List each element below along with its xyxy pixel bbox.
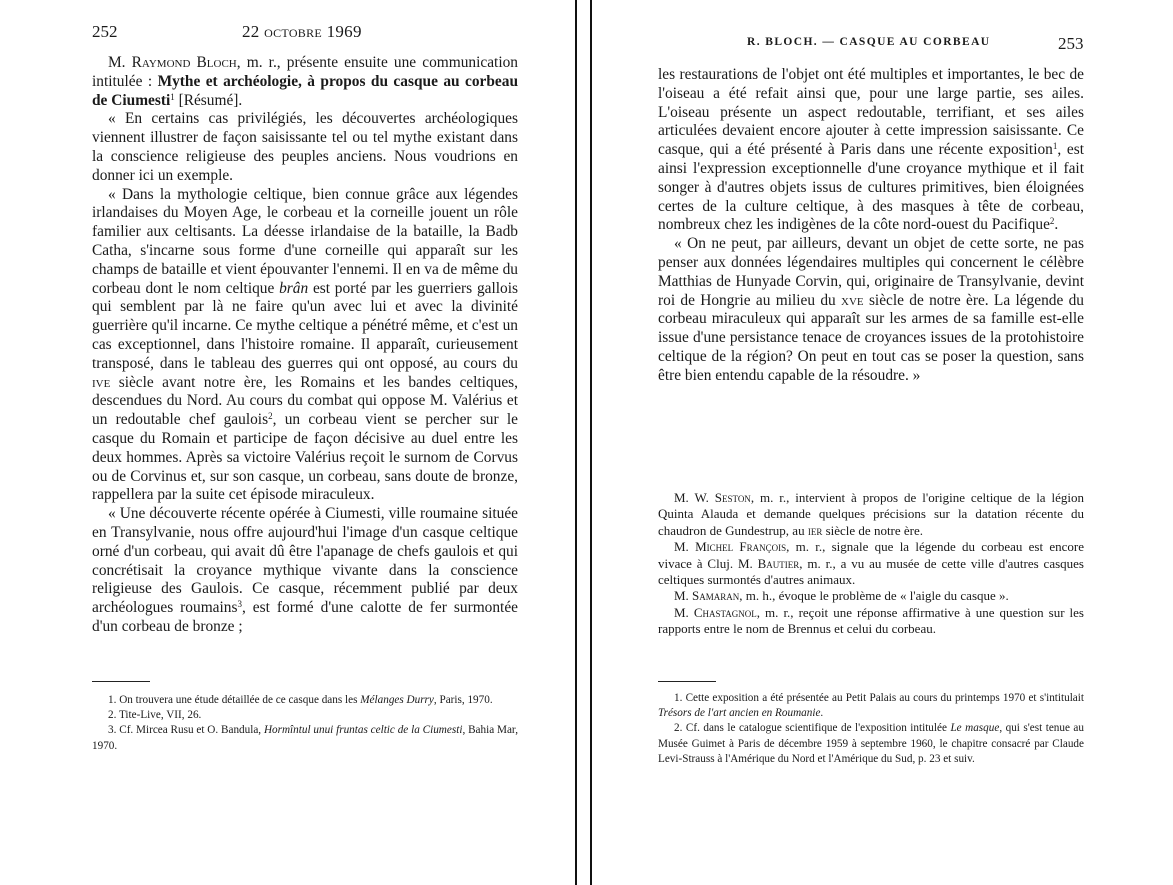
discussion-item: M. W. Seston, m. r., intervient à propos de l'origine celtique de la légion Quinta Alauda et demande quelques précisions sur la datation récente du chaudron de Gundestrup, au ier siècle de notre ère. [658, 490, 1084, 538]
footnote: 2. Tite-Live, VII, 26. [108, 709, 202, 722]
footnote-mark: 2 [1049, 216, 1055, 227]
paragraph: « Une découverte récente opérée à Ciumesti, ville roumaine située en Transylvanie, nous offre aujourd'hui l'image d'un casque celtique orné d'un corbeau, qui avait dû être l'apanage de chefs gaulois et qui concrétisait la croyance mythique vivante dans la conscience religieuse des Gaulois. Ce casque, récemment publié par deux archéologues roumains$^3$, est formé d'une calotte de fer surmontée d'un corbeau de bronze ; [92, 505, 518, 635]
page-number: 252 [92, 22, 118, 41]
book-gutter [575, 0, 592, 885]
footnotes [92, 693, 518, 754]
footnote-rule [658, 681, 716, 682]
footnote-rule [92, 681, 150, 682]
discussion [658, 490, 1084, 638]
paragraph: « En certains cas privilégiés, les découvertes archéologiques viennent illustrer de façon saisissante tel ou tel mythe existant dans la conscience religieuse des peuples anciens. Nous voudrions en donner ici un exemple. [92, 110, 518, 184]
footnote-mark: 2 [268, 411, 273, 422]
footnotes [658, 691, 1084, 767]
right-page [592, 0, 1173, 885]
footnote: 2. Cf. dans le catalogue scientifique de l'exposition intitulée Le masque, qui s'est tenue au Musée Guimet à Paris de décembre 1959 à septembre 1960, le chapitre consacré par Claude Levi-Strauss à l'Amérique du Nord et l'Amérique du Sud, p. 23 et suiv. [658, 722, 1084, 765]
footnote-mark: 1 [1052, 141, 1058, 152]
footnote-mark: 1 [170, 91, 175, 102]
page-body [658, 66, 1084, 386]
page-body [92, 54, 518, 637]
paragraph: les restaurations de l'objet ont été multiples et importantes, le bec de l'oiseau a été refait ainsi que, pour une large partie, ses ailes. L'oiseau présente un aspect redoutable, terrifiant, et ses ailes articulées devaient encore ajouter à cette impression saisissante. Ce casque, qui a été présenté à Paris dans une récente exposition$^1$, est ainsi l'expression exceptionnelle d'une croyance mythique et il fait songer à d'autres objets issus de cultures primitives, bien éloignées certes de la culture celtique, à des masques à tête de corbeau, nombreux chez les indigènes de la côte nord-ouest du Pacifique$^2$. [658, 66, 1085, 234]
discussion-item: M. Michel François, m. r., signale que la légende du corbeau est encore vivace à Cluj. M. Bautier, m. r., a vu au musée de cette ville d'autres casques celtiques surmontés d'autres animaux. [658, 539, 1084, 588]
paragraph: « On ne peut, par ailleurs, devant un objet de cette sorte, ne pas penser aux données légendaires multiples qui concernent le célèbre Matthias de Hunyade Corvin, qui, originaire de Transylvanie, devint roi de Hongrie au milieu du xve siècle de notre ère. La légende du corbeau miraculeux qui apparaît sur les armes de sa famille est-elle issue d'une persistance tenace de croyances issues de la protohistoire celtique de la région? On peut en tout cas se poser la question, sans être bien entendu capable de la résoudre. » [658, 235, 1084, 384]
communication-title: Mythe et archéologie, à propos du casque au corbeau de Ciumesti [92, 72, 519, 109]
running-head: 22 octobre 1969 [242, 22, 362, 41]
running-head: R. BLOCH. — CASQUE AU CORBEAU [747, 36, 991, 48]
footnote: 1. Cette exposition a été présentée au Petit Palais au cours du printemps 1970 et s'intitulait Trésors de l'art ancien en Roumanie. [658, 692, 1084, 720]
intro-paragraph: M. Raymond Bloch, m. r., présente ensuite une communication intitulée : Mythe et archéologie, à propos du casque au corbeau de Ciumesti$^1$ [Résumé]. [92, 54, 519, 109]
footnote: 1. On trouvera une étude détaillée de ce casque dans les Mélanges Durry, Paris, 1970. [108, 694, 493, 706]
speaker-name: M. Raymond Bloch [108, 54, 237, 71]
paragraph: « Dans la mythologie celtique, bien connue grâce aux légendes irlandaises du Moyen Age, le corbeau et la corneille jouent un rôle familier aux celtisants. La déesse irlandaise de la bataille, la Badb Catha, s'incarne sous forme d'une corneille qui apparaît sur les champs de bataille et vient épouvanter l'ennemi. Il en va de même du corbeau dont le nom celtique brân est porté par les guerriers gallois qui semblent par là ne faire qu'un avec lui et avec la divinité guerrière qu'il incarne. Ce mythe celtique a pénétré même, et c'est un cas exceptionnel, dans l'histoire romaine. Il apparaît, curieusement transposé, dans le tableau des guerres qui ont opposé, au cours du ive siècle avant notre ère, les Romains et les bandes celtiques, descendues du Nord. Au cours du combat qui oppose M. Valérius et un redoutable chef gaulois$^2$, un corbeau vient se percher sur le casque du Romain et participe de façon décisive au duel entre les deux hommes. Après sa victoire Valérius reçoit le surnom de Corvus ou de Corvinus et, sur son casque, un corbeau, sans doute de bronze, rappellera par la suite cet épisode miraculeux. [92, 185, 518, 504]
left-page [0, 0, 575, 885]
discussion-item: M. Samaran, m. h., évoque le problème de « l'aigle du casque ». [674, 588, 1009, 604]
footnote-mark: 3 [237, 599, 242, 610]
discussion-item: M. Chastagnol, m. r., reçoit une réponse affirmative à une question sur les rapports entre le nom de Brennus et celui du corbeau. [658, 604, 1084, 637]
page-number: 253 [1058, 34, 1084, 53]
footnote: 3. Cf. Mircea Rusu et O. Bandula, Hormîntul unui fruntas celtic de la Ciumesti, Bahia Mar, 1970. [92, 724, 518, 752]
